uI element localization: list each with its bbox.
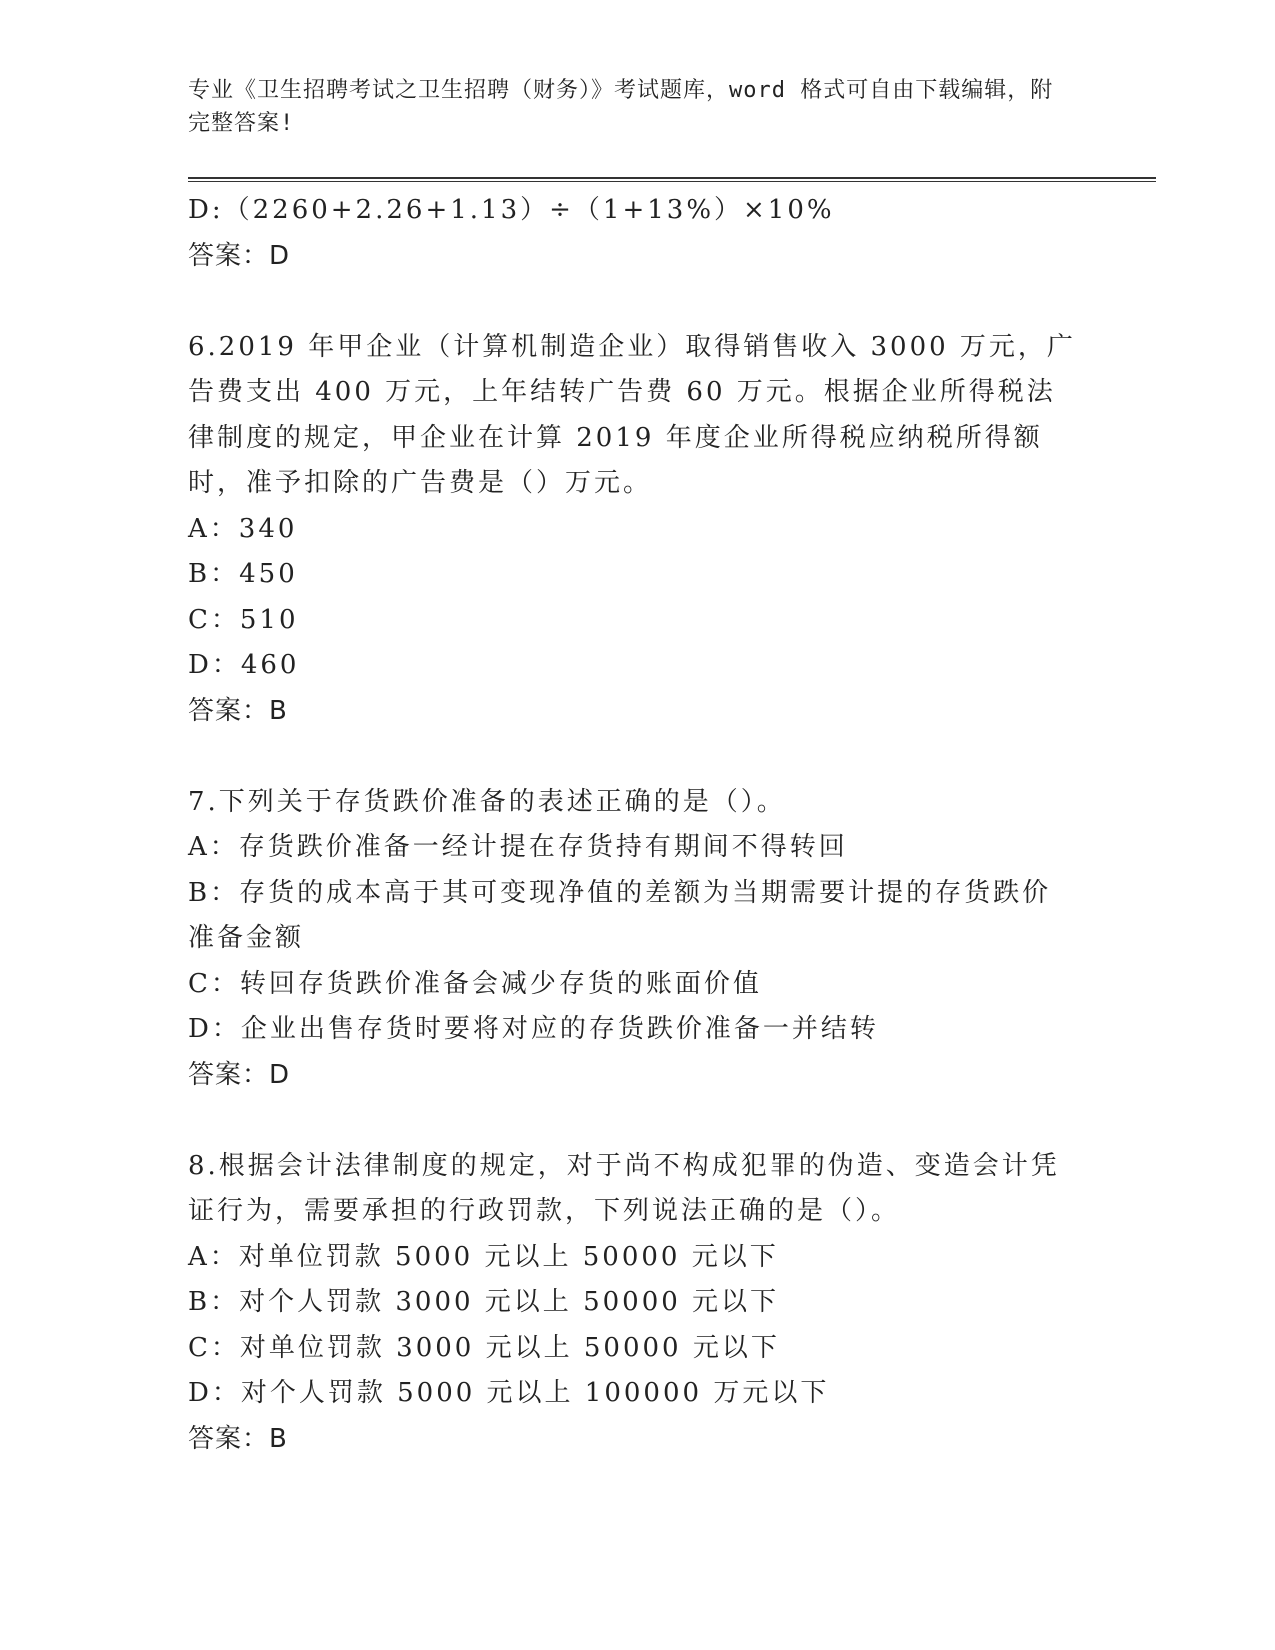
- document-header: [188, 74, 1068, 140]
- spacer: [188, 1098, 1088, 1144]
- option-b: B：存货的成本高于其可变现净值的差额为当期需要计提的存货跌价准备金额: [188, 877, 1052, 953]
- option-a: A：340: [188, 513, 298, 544]
- spacer: [188, 734, 1088, 780]
- question-6: [188, 325, 1088, 735]
- option-d: D:（2260+2.26+1.13）÷（1+13%）×10%: [188, 195, 835, 225]
- option-c: C：510: [188, 604, 299, 635]
- answer-line: 答案：D: [188, 240, 291, 271]
- option-c: C：对单位罚款 3000 元以上 50000 元以下: [188, 1332, 780, 1363]
- option-b: B：450: [188, 559, 298, 589]
- spacer: [188, 279, 1088, 325]
- option-a: A：对单位罚款 5000 元以上 50000 元以下: [188, 1241, 779, 1272]
- question-8: [188, 1144, 1088, 1463]
- option-d: D：460: [188, 650, 300, 680]
- question-text: 6.2019 年甲企业（计算机制造企业）取得销售收入 3000 万元，广告费支出 400 万元，上年结转广告费 60 万元。根据企业所得税法律制度的规定，甲企业在计算 2019 年度企业所得税应纳税所得额时，准予扣除的广告费是（）万元。: [188, 331, 1076, 498]
- question-7: [188, 780, 1088, 1099]
- previous-question-tail: [188, 188, 1088, 279]
- document-body: [188, 188, 1088, 1462]
- question-text: 8.根据会计法律制度的规定，对于尚不构成犯罪的伪造、变造会计凭证行为，需要承担的行政罚款，下列说法正确的是（）。: [188, 1150, 1060, 1226]
- answer-line: 答案：B: [188, 695, 288, 726]
- option-c: C：转回存货跌价准备会减少存货的账面价值: [188, 968, 762, 999]
- header-divider-thin: [188, 181, 1156, 182]
- answer-line: 答案：D: [188, 1059, 291, 1090]
- option-d: D：企业出售存货时要将对应的存货跌价准备一并结转: [188, 1014, 879, 1044]
- option-a: A：存货跌价准备一经计提在存货持有期间不得转回: [188, 832, 848, 862]
- question-text: 7.下列关于存货跌价准备的表述正确的是（）。: [188, 786, 786, 817]
- answer-line: 答案：B: [188, 1423, 288, 1454]
- header-title: 专业《卫生招聘考试之卫生招聘（财务）》考试题库，word 格式可自由下载编辑，附完整答案!: [188, 78, 1054, 136]
- option-b: B：对个人罚款 3000 元以上 50000 元以下: [188, 1287, 780, 1317]
- header-divider: [188, 177, 1156, 179]
- option-d: D：对个人罚款 5000 元以上 100000 万元以下: [188, 1378, 830, 1408]
